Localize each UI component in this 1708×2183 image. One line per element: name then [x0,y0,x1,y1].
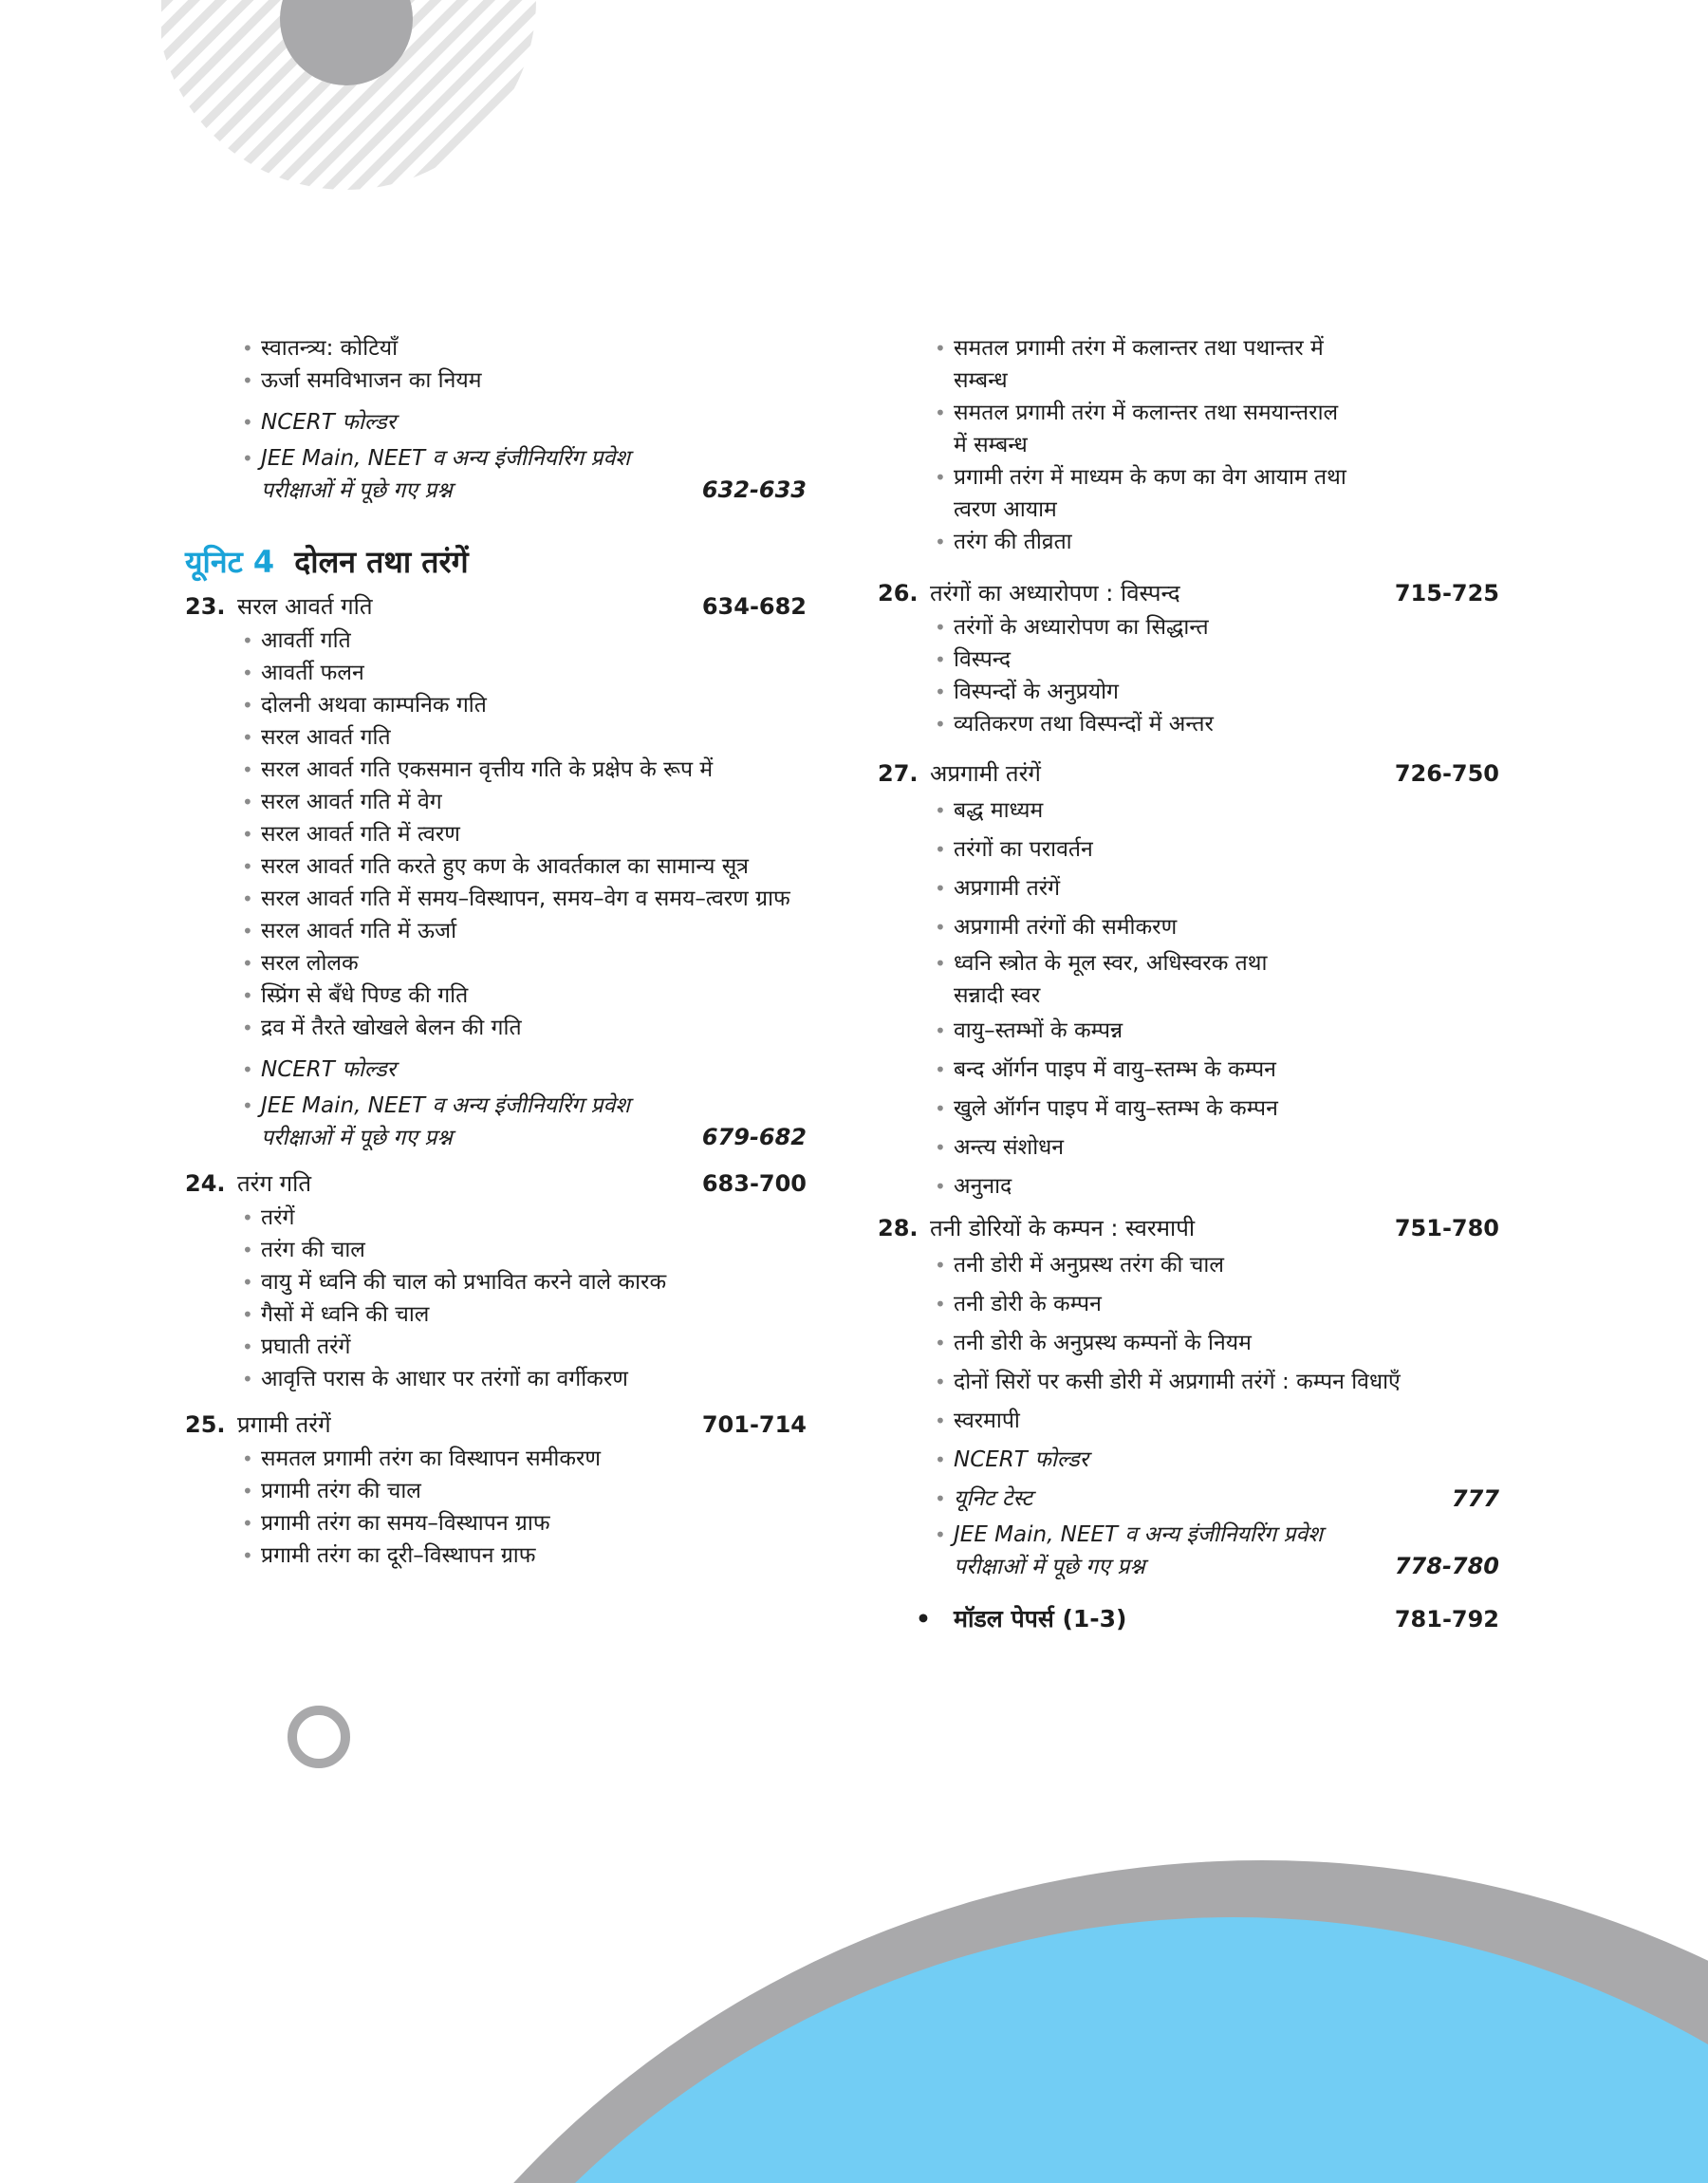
chapter-number: 23. [185,593,226,620]
toc-item-ncert-folder[interactable]: • NCERT फोल्डर [185,406,807,438]
toc-item[interactable]: • सरल आवर्त गति एकसमान वृत्तीय गति के प्रक्षेप के रूप में [185,754,807,786]
decorative-ring [281,1699,357,1775]
chapter-number: 26. [878,580,919,606]
toc-left-column [185,332,807,1572]
model-papers-title: मॉडल पेपर्स (1-3) [954,1605,1127,1633]
toc-item[interactable]: • सरल आवर्त गति में वेग [185,786,807,818]
toc-item[interactable]: • तनी डोरी के कम्पन [878,1285,1499,1324]
chapter-title: तरंग गति [237,1170,312,1197]
chapter-28[interactable] [878,1210,1499,1246]
chapter-27[interactable] [878,756,1499,792]
toc-item[interactable]: • प्रघाती तरंगें [185,1331,807,1363]
toc-item[interactable]: • तरंगें [185,1202,807,1234]
chapter-24[interactable] [185,1166,807,1202]
chapter-number: 27. [878,760,919,787]
toc-item-ncert-folder[interactable]: • NCERT फोल्डर [878,1441,1499,1480]
unit-heading [185,541,807,583]
page-range: 683-700 [701,1170,807,1197]
toc-item[interactable]: • सरल आवर्त गति में समय–विस्थापन, समय–वेग व समय–त्वरण ग्राफ [185,883,807,915]
toc-item[interactable]: • सरल आवर्त गति में ऊर्जा [185,915,807,947]
page-range: 781-792 [1394,1606,1499,1633]
toc-item[interactable]: • सरल आवर्त गति [185,721,807,754]
toc-item[interactable]: • द्रव में तैरते खोखले बेलन की गति [185,1012,807,1044]
page-range: 634-682 [701,593,807,620]
toc-item[interactable]: • सरल आवर्त गति करते हुए कण के आवर्तकाल का सामान्य सूत्र [185,850,807,883]
toc-item[interactable]: • समतल प्रगामी तरंग में कलान्तर तथा समयान्तराल में सम्बन्ध [878,397,1499,461]
page-number: 632-633 [701,476,807,503]
toc-item[interactable]: • समतल प्रगामी तरंग का विस्थापन समीकरण [185,1443,807,1475]
toc-item[interactable]: • सरल लोलक [185,947,807,980]
toc-item[interactable]: • प्रगामी तरंग का दूरी–विस्थापन ग्राफ [185,1539,807,1572]
toc-item[interactable]: • तरंगों के अध्यारोपण का सिद्धान्त [878,611,1499,644]
toc-item[interactable]: • समतल प्रगामी तरंग में कलान्तर तथा पथान्तर में सम्बन्ध [878,332,1499,397]
toc-item[interactable]: • स्वरमापी [878,1402,1499,1441]
toc-item-exam-questions[interactable]: • JEE Main, NEET व अन्य इंजीनियरिंग प्रवेश परीक्षाओं में पूछे गए प्रश्न 778-780 [878,1519,1499,1583]
page-range: 726-750 [1394,760,1499,787]
toc-item[interactable]: • बन्द ऑर्गन पाइप में वायु–स्तम्भ के कम्पन [878,1051,1499,1090]
toc-item[interactable]: • गैसों में ध्वनि की चाल [185,1298,807,1331]
chapter-25[interactable] [185,1407,807,1443]
chapter-number: 25. [185,1411,226,1438]
toc-item[interactable]: • आवृत्ति परास के आधार पर तरंगों का वर्गीकरण [185,1363,807,1395]
toc-item-unit-test[interactable]: • यूनिट टेस्ट 777 [878,1480,1499,1519]
toc-item[interactable]: • अप्रगामी तरंगें [878,869,1499,908]
toc-item[interactable]: • प्रगामी तरंग में माध्यम के कण का वेग आयाम तथा त्वरण आयाम [878,461,1499,526]
toc-item[interactable]: • तरंग की तीव्रता [878,526,1499,558]
chapter-title: तनी डोरियों के कम्पन : स्वरमापी [930,1215,1196,1241]
toc-item[interactable]: • आवर्ती गति [185,625,807,657]
toc-item[interactable]: • प्रगामी तरंग की चाल [185,1475,807,1507]
toc-item[interactable]: • खुले ऑर्गन पाइप में वायु–स्तम्भ के कम्पन [878,1090,1499,1129]
toc-item[interactable]: • तनी डोरी के अनुप्रस्थ कम्पनों के नियम [878,1324,1499,1363]
toc-item[interactable]: • विस्पन्द [878,644,1499,676]
toc-item[interactable]: • स्प्रिंग से बँधे पिण्ड की गति [185,980,807,1012]
toc-item[interactable]: • तरंग की चाल [185,1234,807,1266]
toc-item[interactable]: • अन्त्य संशोधन [878,1129,1499,1167]
chapter-title: तरंगों का अध्यारोपण : विस्पन्द [930,580,1180,606]
toc-item[interactable]: • तनी डोरी में अनुप्रस्थ तरंग की चाल [878,1246,1499,1285]
toc-item[interactable]: • स्वातन्त्र्य: कोटियाँ [185,332,807,364]
toc-item[interactable]: • ऊर्जा समविभाजन का नियम [185,364,807,397]
chapter-26[interactable] [878,575,1499,611]
toc-item[interactable]: • विस्पन्दों के अनुप्रयोग [878,676,1499,708]
chapter-title: प्रगामी तरंगें [237,1411,331,1438]
toc-item[interactable]: • अनुनाद [878,1167,1499,1206]
chapter-number: 28. [878,1215,919,1241]
unit-title: दोलन तथा तरंगें [294,544,469,580]
toc-item[interactable]: • बद्ध माध्यम [878,792,1499,830]
chapter-title: सरल आवर्त गति [237,593,373,620]
page-number: 777 [1451,1485,1499,1512]
chapter-title: अप्रगामी तरंगें [930,760,1041,787]
model-papers-entry[interactable] [878,1600,1499,1638]
toc-item[interactable]: • तरंगों का परावर्तन [878,830,1499,869]
page-number: 679-682 [701,1124,807,1150]
unit-label: यूनिट 4 [185,544,275,580]
toc-item[interactable]: • दोलनी अथवा काम्पनिक गति [185,689,807,721]
toc-item-exam-questions[interactable]: • JEE Main, NEET व अन्य इंजीनियरिंग प्रवेश परीक्षाओं में पूछे गए प्रश्न 632-633 [185,442,807,507]
page-range: 751-780 [1394,1215,1499,1241]
toc-right-column [878,332,1499,1638]
model-bullet: • [916,1605,931,1633]
chapter-number: 24. [185,1170,226,1197]
toc-item[interactable]: • वायु में ध्वनि की चाल को प्रभावित करने वाले कारक [185,1266,807,1298]
toc-item[interactable]: • अप्रगामी तरंगों की समीकरण [878,908,1499,947]
toc-item[interactable]: • ध्वनि स्त्रोत के मूल स्वर, अधिस्वरक तथा सन्नादी स्वर [878,947,1499,1012]
toc-item-ncert-folder[interactable]: • NCERT फोल्डर [185,1054,807,1086]
toc-item[interactable]: • दोनों सिरों पर कसी डोरी में अप्रगामी तरंगें : कम्पन विधाएँ [878,1363,1499,1402]
toc-item[interactable]: • वायु–स्तम्भों के कम्पन्न [878,1012,1499,1051]
page-number: 778-780 [1394,1553,1499,1579]
toc-item[interactable]: • आवर्ती फलन [185,657,807,689]
toc-item[interactable]: • प्रगामी तरंग का समय–विस्थापन ग्राफ [185,1507,807,1539]
toc-item-exam-questions[interactable]: • JEE Main, NEET व अन्य इंजीनियरिंग प्रवेश परीक्षाओं में पूछे गए प्रश्न 679-682 [185,1090,807,1154]
chapter-23[interactable] [185,588,807,625]
page-range: 701-714 [701,1411,807,1438]
toc-item[interactable]: • व्यतिकरण तथा विस्पन्दों में अन्तर [878,708,1499,740]
decorative-bottom-circles [0,1860,1708,2183]
toc-item[interactable]: • सरल आवर्त गति में त्वरण [185,818,807,850]
page-range: 715-725 [1394,580,1499,606]
decorative-top-circle [161,0,541,199]
